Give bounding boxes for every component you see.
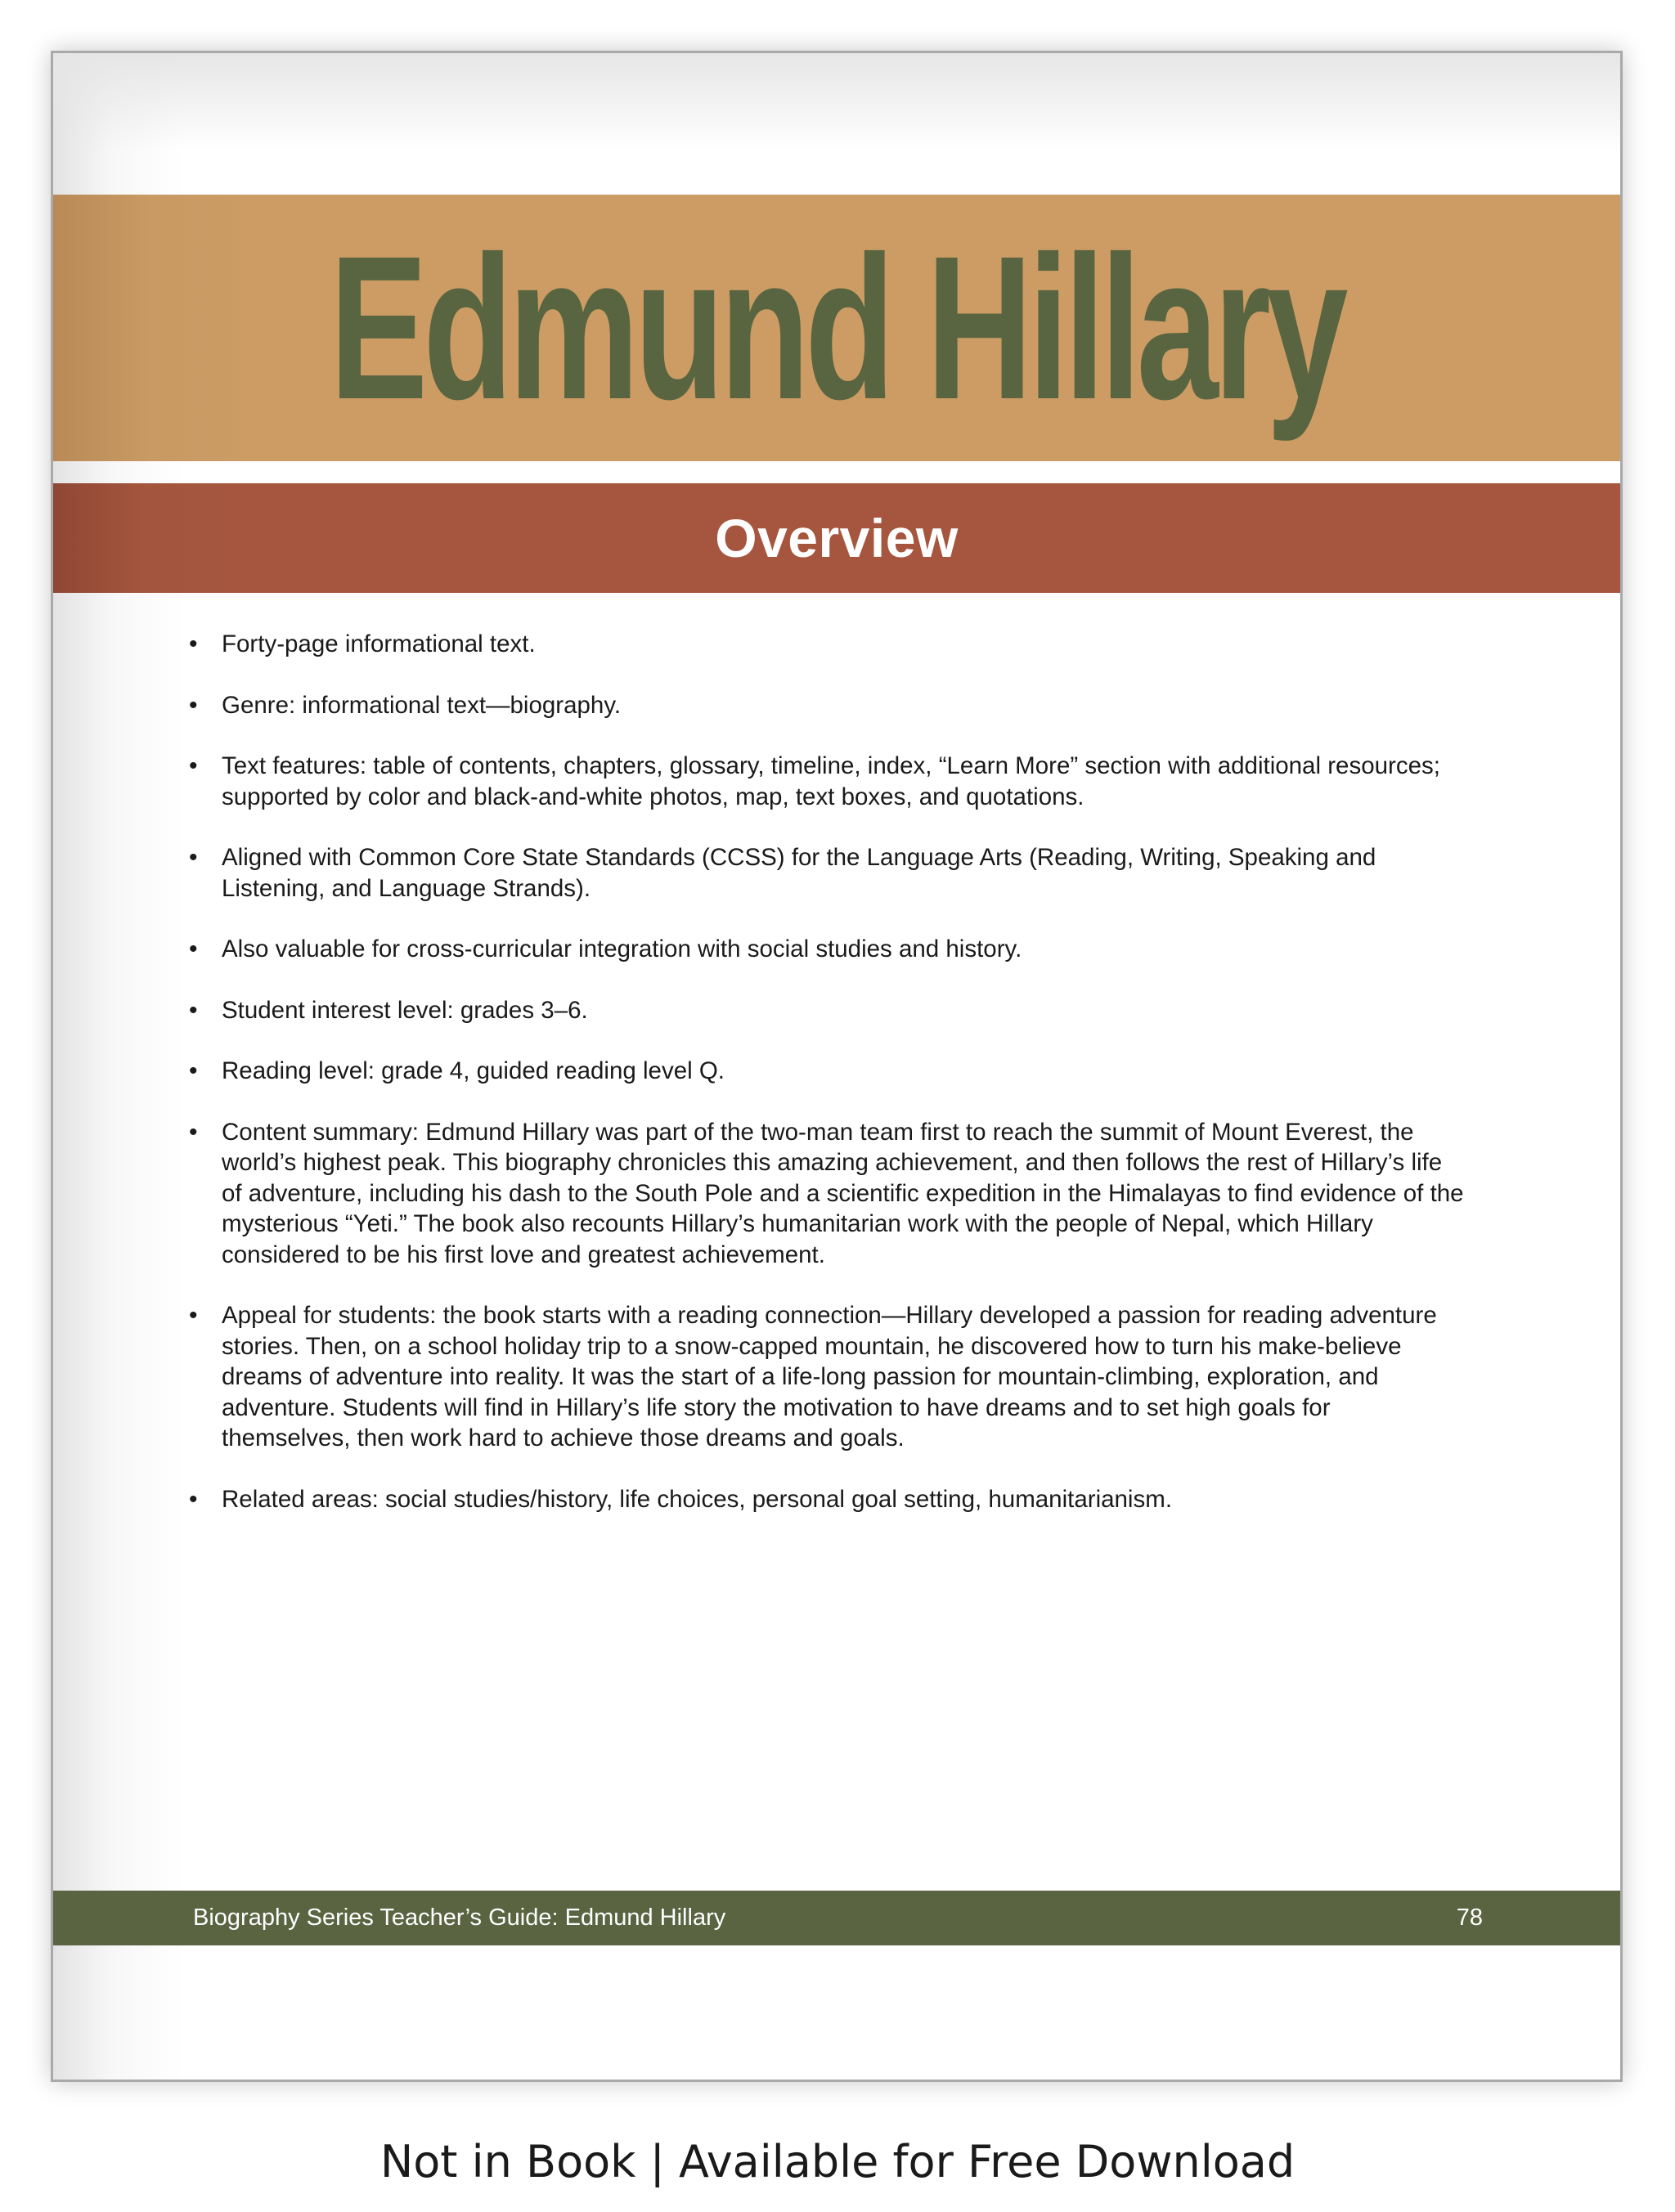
list-item: • Aligned with Common Core State Standards (CCSS) for the Language Arts (Reading, Writing, Speaking and Listening, and Language Strands). [189,842,1465,904]
section-heading: Overview [715,508,959,568]
list-item: • Also valuable for cross-curricular integration with social studies and history. [189,934,1465,965]
footer-text: Biography Series Teacher’s Guide: Edmund Hillary [193,1905,726,1931]
page-number: 78 [1456,1905,1483,1931]
list-item: • Student interest level: grades 3–6. [189,995,1465,1026]
list-item: • Reading level: grade 4, guided reading level Q. [189,1056,1465,1087]
title-band [53,195,1620,461]
list-item: • Forty-page informational text. [189,629,1465,660]
list-item: • Genre: informational text—biography. [189,690,1465,721]
list-item: • Appeal for students: the book starts with a reading connection—Hillary developed a passion for reading adventure stories. Then, on a school holiday trip to a snow-capped mountain, he discovered how to turn his make-believe dreams of adventure into reality. It was the start of a life-long passion for mountain-climbing, exploration, and adventure. Students will find in Hillary’s life story the motivation to have dreams and to set high goals for themselves, then work hard to achieve those dreams and goals. [189,1300,1465,1454]
list-item: • Related areas: social studies/history, life choices, personal goal setting, humanitarianism. [189,1484,1465,1515]
download-caption: Not in Book | Available for Free Download [379,2136,1296,2187]
overview-list [189,629,1465,1545]
page-title: Edmund Hillary [330,213,1344,442]
section-heading-band [53,483,1620,593]
list-item: • Text features: table of contents, chapters, glossary, timeline, index, “Learn More” section with additional resources; supported by color and black-and-white photos, map, text boxes, and quotations. [189,751,1465,812]
page-footer [53,1891,1620,1945]
list-item: • Content summary: Edmund Hillary was part of the two-man team first to reach the summit of Mount Everest, the world’s highest peak. This biography chronicles this amazing achievement, and then follows the rest of Hillary’s life of adventure, including his dash to the South Pole and a scientific expedition in the Himalayas to find evidence of the mysterious “Yeti.” The book also recounts Hillary’s humanitarian work with the people of Nepal, which Hillary considered to be his first love and greatest achievement. [189,1117,1465,1271]
guide-page [51,51,1623,2082]
